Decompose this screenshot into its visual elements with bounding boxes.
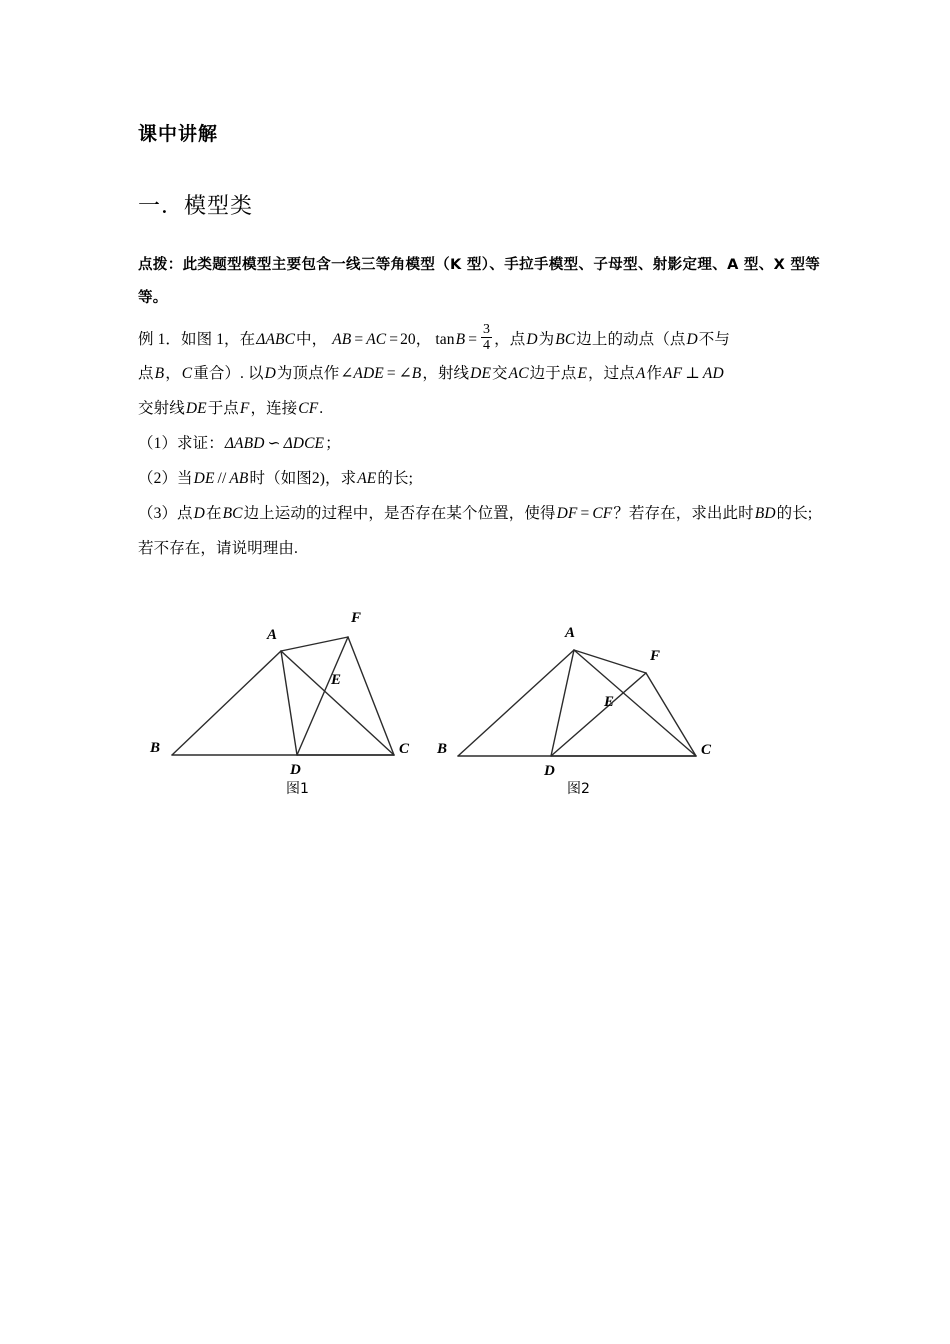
segment-bc-1: BC	[555, 330, 576, 348]
vertex-label-e: E	[604, 694, 615, 710]
segment-fc	[646, 673, 696, 756]
q3-l2-pre: 时	[738, 504, 754, 522]
segment-ba	[458, 650, 574, 756]
problem-line1-mid: 中，	[296, 330, 328, 348]
segment-bd: BD	[754, 504, 776, 522]
point-d-1: D	[526, 330, 538, 348]
segment-df	[551, 673, 646, 756]
vertex-label-c: C	[701, 742, 712, 758]
fraction-numerator: 3	[483, 321, 491, 337]
question-3	[138, 497, 820, 567]
vertex-label-a: A	[565, 625, 576, 641]
problem-line1-end: 不与	[698, 330, 730, 348]
point-f: F	[239, 400, 250, 418]
q1-end: ；	[325, 435, 341, 453]
question-1	[138, 427, 820, 462]
q3-txt: 边上运动的过程中，是否存在某个位置，使得	[243, 504, 556, 522]
perpendicular-symbol: ⊥	[685, 365, 700, 383]
angle-b: B	[455, 330, 466, 348]
ray-de-2: DE	[185, 400, 207, 418]
fraction-denominator: 4	[483, 337, 491, 353]
point-c: C	[181, 365, 193, 383]
vertex-label-b: B	[150, 740, 161, 756]
point-e: E	[577, 365, 588, 383]
page-title: 课中讲解	[138, 123, 219, 145]
segment-ab-2: AB	[229, 470, 249, 488]
line2-txt4: 边于点	[529, 365, 577, 383]
q2-mid2: )，求	[319, 470, 357, 488]
vertex-label-a: A	[267, 627, 278, 643]
section-heading: 一．模型类	[138, 193, 254, 219]
vertex-label-b: B	[437, 741, 448, 757]
point-b: B	[154, 365, 165, 383]
figures-container	[0, 604, 950, 814]
point-a: A	[635, 365, 646, 383]
equals-3: =	[468, 330, 478, 348]
figure-1	[149, 610, 410, 778]
point-d-3: D	[264, 365, 276, 383]
line2-txt5: ，过点	[588, 365, 635, 383]
geometry-figures-svg	[0, 604, 950, 814]
segment-cf-2: CF	[592, 504, 613, 522]
ray-de: DE	[470, 365, 492, 383]
segment-af	[281, 637, 348, 651]
segment-ad: AD	[702, 365, 724, 383]
line2-mid: 重合）. 以	[193, 365, 264, 383]
segment-ac	[281, 651, 394, 755]
parallel-symbol: //	[217, 470, 227, 488]
angle-ade: ∠ADE	[340, 365, 384, 383]
segment-fc	[348, 637, 394, 755]
q3-in: 在	[205, 504, 222, 522]
segment-df	[297, 637, 348, 755]
segment-ba	[172, 651, 281, 755]
triangle-dce: ΔDCE	[283, 435, 325, 453]
segment-ae: AE	[357, 470, 377, 488]
q3-ask: ？若存在，求出此	[613, 504, 739, 522]
segment-ac-2: AC	[508, 365, 529, 383]
problem-line1-pre: 如图 1，在	[181, 330, 256, 348]
vertex-label-d: D	[544, 763, 555, 779]
triangle-abc: ΔABC	[256, 330, 296, 348]
q3-l2-end: 的长; 若不存在，请说明理由.	[138, 504, 813, 557]
q2-pre: （2）当	[138, 470, 193, 488]
line2-txt3: 交	[492, 365, 508, 383]
value-20: 20	[400, 330, 416, 348]
fraction-three-quarters	[481, 322, 492, 353]
segment-af: AF	[663, 365, 683, 383]
problem-statement-line-3	[138, 392, 820, 427]
tan-operator: tan	[435, 330, 455, 348]
equals-4: =	[386, 365, 396, 383]
triangle-abd: ΔABD	[224, 435, 265, 453]
segment-cf: CF	[298, 400, 319, 418]
point-d-2: D	[686, 330, 698, 348]
line2-txt2: ，射线	[422, 365, 470, 383]
vertex-label-d: D	[290, 762, 301, 778]
q2-mid: 时（如图	[249, 470, 312, 488]
segment-df: DF	[556, 504, 578, 522]
equals-5: =	[580, 504, 590, 522]
segment-ab: AB	[332, 330, 352, 348]
figure-2-caption: 图2	[567, 781, 590, 797]
line3-pre: 交射线	[138, 400, 185, 418]
q1-pre: （1）求证：	[138, 435, 224, 453]
line2-pre: 点	[138, 365, 154, 383]
vertex-label-e: E	[331, 672, 342, 688]
equals-1: =	[354, 330, 364, 348]
figure-2	[436, 625, 712, 779]
tip-paragraph: 点拨：此类题型模型主要包含一线三等角模型（K 型）、手拉手模型、子母型、射影定理、A 型、X 型等等。	[138, 257, 820, 306]
line2-txt: 为顶点作	[276, 365, 340, 383]
segment-de-3: DE	[193, 470, 215, 488]
segment-ad	[551, 650, 574, 756]
angle-b-2: ∠B	[398, 365, 422, 383]
segment-af	[574, 650, 646, 673]
segment-bc-3: BC	[222, 504, 243, 522]
problem-line1-for: 为	[538, 330, 555, 348]
comma-1: ，	[415, 330, 432, 348]
q3-pre: （3）点	[138, 504, 193, 522]
vertex-label-f: F	[650, 648, 661, 664]
problem-label: 例 1．	[138, 330, 182, 348]
figure-number-2: 2	[311, 470, 320, 488]
question-2	[138, 462, 820, 497]
problem-line1-tail: 边上的动点（点	[576, 330, 686, 348]
problem-statement-line-1	[138, 315, 820, 358]
segment-ad	[281, 651, 297, 755]
figure-1-caption: 图1	[286, 781, 309, 797]
line3-txt: ，连接	[250, 400, 298, 418]
vertex-label-f: F	[351, 610, 362, 626]
line3-mid: 于点	[207, 400, 239, 418]
similarity-symbol: ∽	[267, 435, 281, 453]
segment-ac	[574, 650, 696, 756]
q2-end: 的长;	[377, 470, 413, 488]
line2-txt6: 作	[646, 365, 663, 383]
line3-end: .	[319, 400, 324, 418]
equals-2: =	[389, 330, 399, 348]
document-content	[138, 0, 820, 567]
problem-line1-post: ，点	[494, 330, 526, 348]
point-d-4: D	[193, 504, 205, 522]
segment-ac: AC	[366, 330, 387, 348]
problem-statement-line-2: 点B，C重合）. 以D为顶点作∠ADE = ∠B，射线DE交AC边于点E，过点A作AF ⊥ AD	[138, 365, 724, 383]
vertex-label-c: C	[399, 741, 410, 757]
